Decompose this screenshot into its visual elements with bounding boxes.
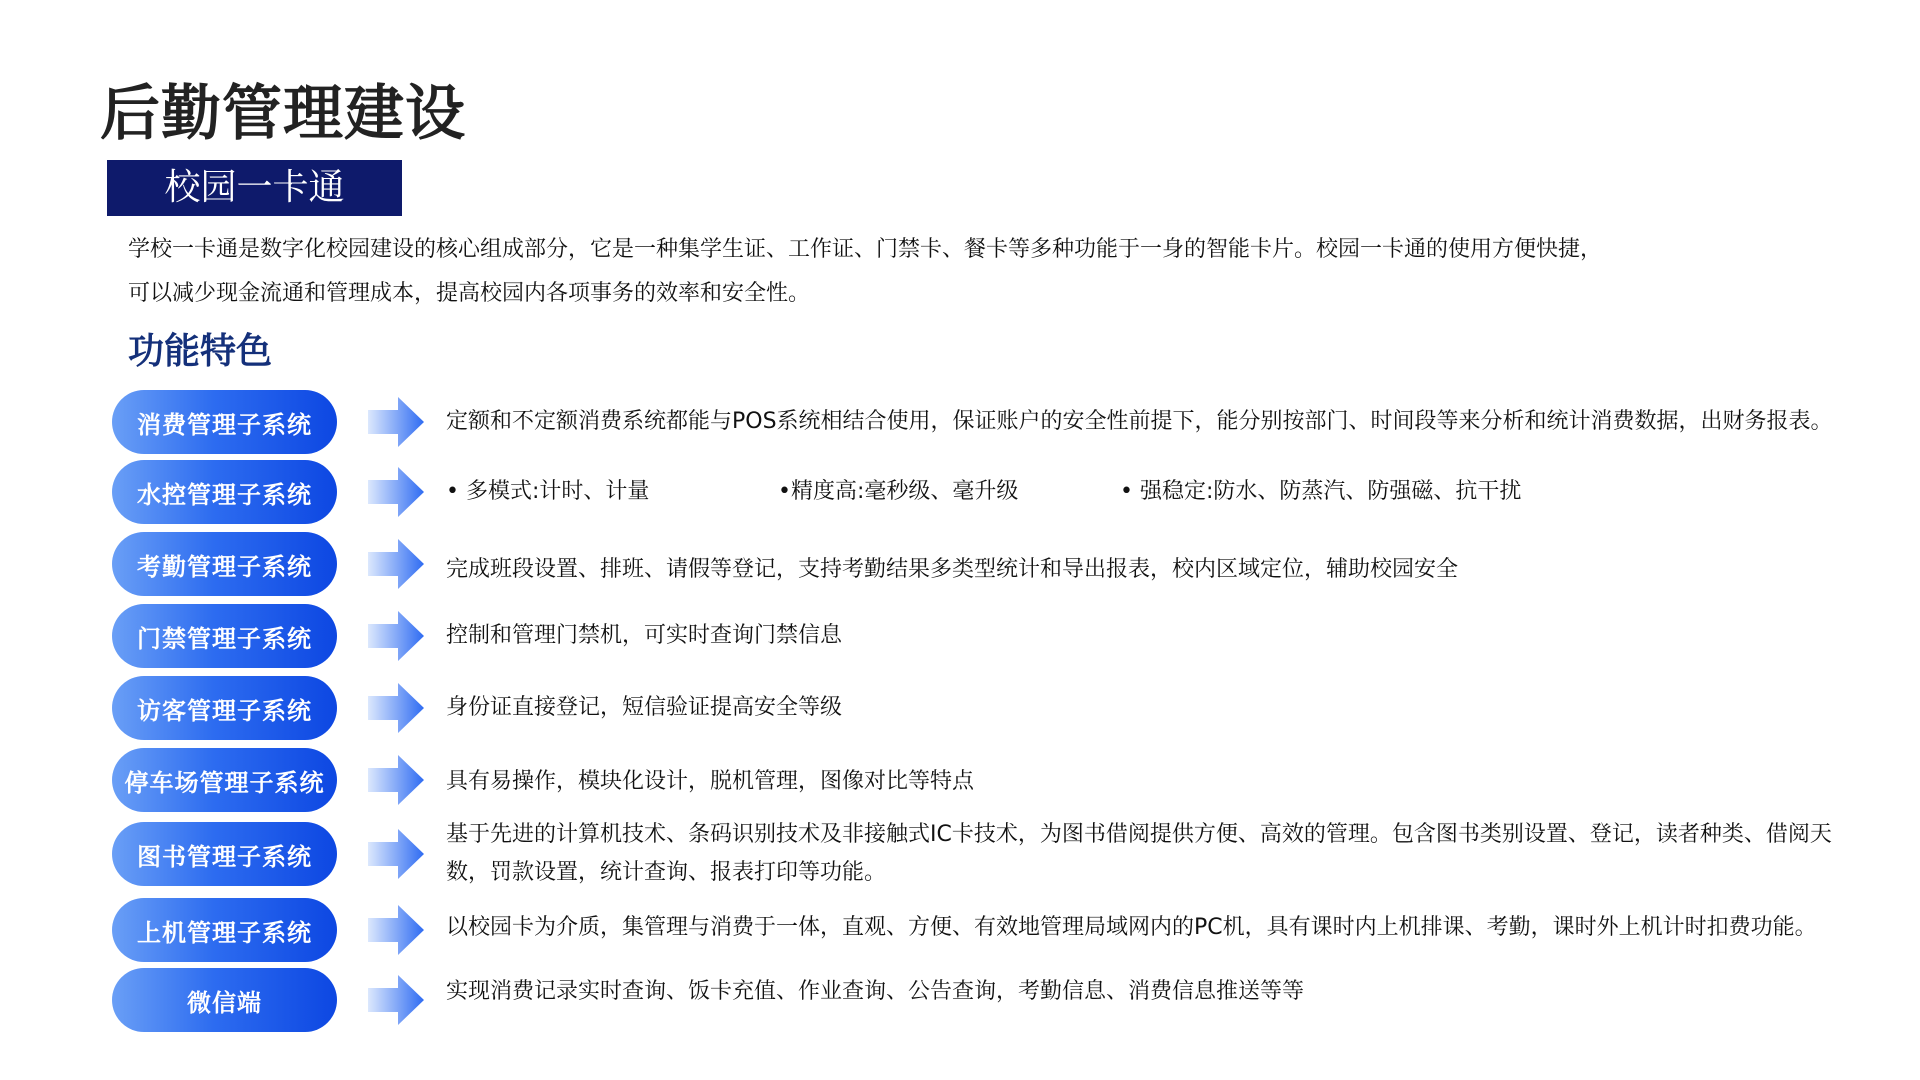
feature-bullet-mode: • 多模式:计时、计量 (446, 479, 650, 504)
feature-pill-water: 水控管理子系统 (112, 460, 337, 524)
right-arrow-icon (368, 683, 424, 733)
feature-desc-visitor: 身份证直接登记，短信验证提高安全等级 (446, 695, 843, 720)
feature-pill-consumption: 消费管理子系统 (112, 390, 337, 454)
feature-desc-access-control: 控制和管理门禁机，可实时查询门禁信息 (446, 623, 843, 648)
feature-pill-parking: 停车场管理子系统 (112, 748, 337, 812)
right-arrow-icon (368, 755, 424, 805)
right-arrow-icon (368, 467, 424, 517)
feature-pill-library: 图书管理子系统 (112, 822, 337, 886)
feature-desc-computer-lab: 以校园卡为介质，集管理与消费于一体，直观、方便、有效地管理局域网内的PC机，具有课时内上机排课、考勤，课时外上机计时扣费功能。 (446, 915, 1817, 940)
feature-pill-computer-lab: 上机管理子系统 (112, 898, 337, 962)
intro-text (128, 228, 1848, 316)
feature-bullet-stability: • 强稳定:防水、防蒸汽、防强磁、抗干扰 (1120, 479, 1522, 504)
feature-desc-consumption: 定额和不定额消费系统都能与POS系统相结合使用，保证账户的安全性前提下，能分别按部门、时间段等来分析和统计消费数据，出财务报表。 (446, 409, 1833, 434)
features-heading: 功能特色 (128, 331, 273, 372)
feature-pill-access-control: 门禁管理子系统 (112, 604, 337, 668)
right-arrow-icon (368, 975, 424, 1025)
right-arrow-icon (368, 611, 424, 661)
section-tag: 校园一卡通 (107, 160, 402, 216)
right-arrow-icon (368, 397, 424, 447)
feature-bullet-precision: •精度高:毫秒级、毫升级 (778, 479, 1019, 504)
feature-desc-parking: 具有易操作，模块化设计，脱机管理，图像对比等特点 (446, 769, 975, 794)
feature-desc-attendance: 完成班段设置、排班、请假等登记，支持考勤结果多类型统计和导出报表，校内区域定位，辅助校园安全 (446, 557, 1459, 582)
intro-line-2: 可以减少现金流通和管理成本，提高校园内各项事务的效率和安全性。 (128, 281, 811, 306)
feature-pill-attendance: 考勤管理子系统 (112, 532, 337, 596)
right-arrow-icon (368, 539, 424, 589)
feature-pill-visitor: 访客管理子系统 (112, 676, 337, 740)
feature-desc-library: 基于先进的计算机技术、条码识别技术及非接触式IC卡技术，为图书借阅提供方便、高效的管理。包含图书类别设置、登记，读者种类、借阅天数，罚款设置，统计查询、报表打印等功能。 (446, 822, 1832, 885)
feature-pill-wechat: 微信端 (112, 968, 337, 1032)
intro-line-1: 学校一卡通是数字化校园建设的核心组成部分，它是一种集学生证、工作证、门禁卡、餐卡等多种功能于一身的智能卡片。校园一卡通的使用方便快捷， (128, 237, 1603, 262)
feature-desc-wechat: 实现消费记录实时查询、饭卡充值、作业查询、公告查询，考勤信息、消费信息推送等等 (446, 979, 1305, 1004)
page-title: 后勤管理建设 (100, 79, 466, 149)
right-arrow-icon (368, 905, 424, 955)
right-arrow-icon (368, 829, 424, 879)
